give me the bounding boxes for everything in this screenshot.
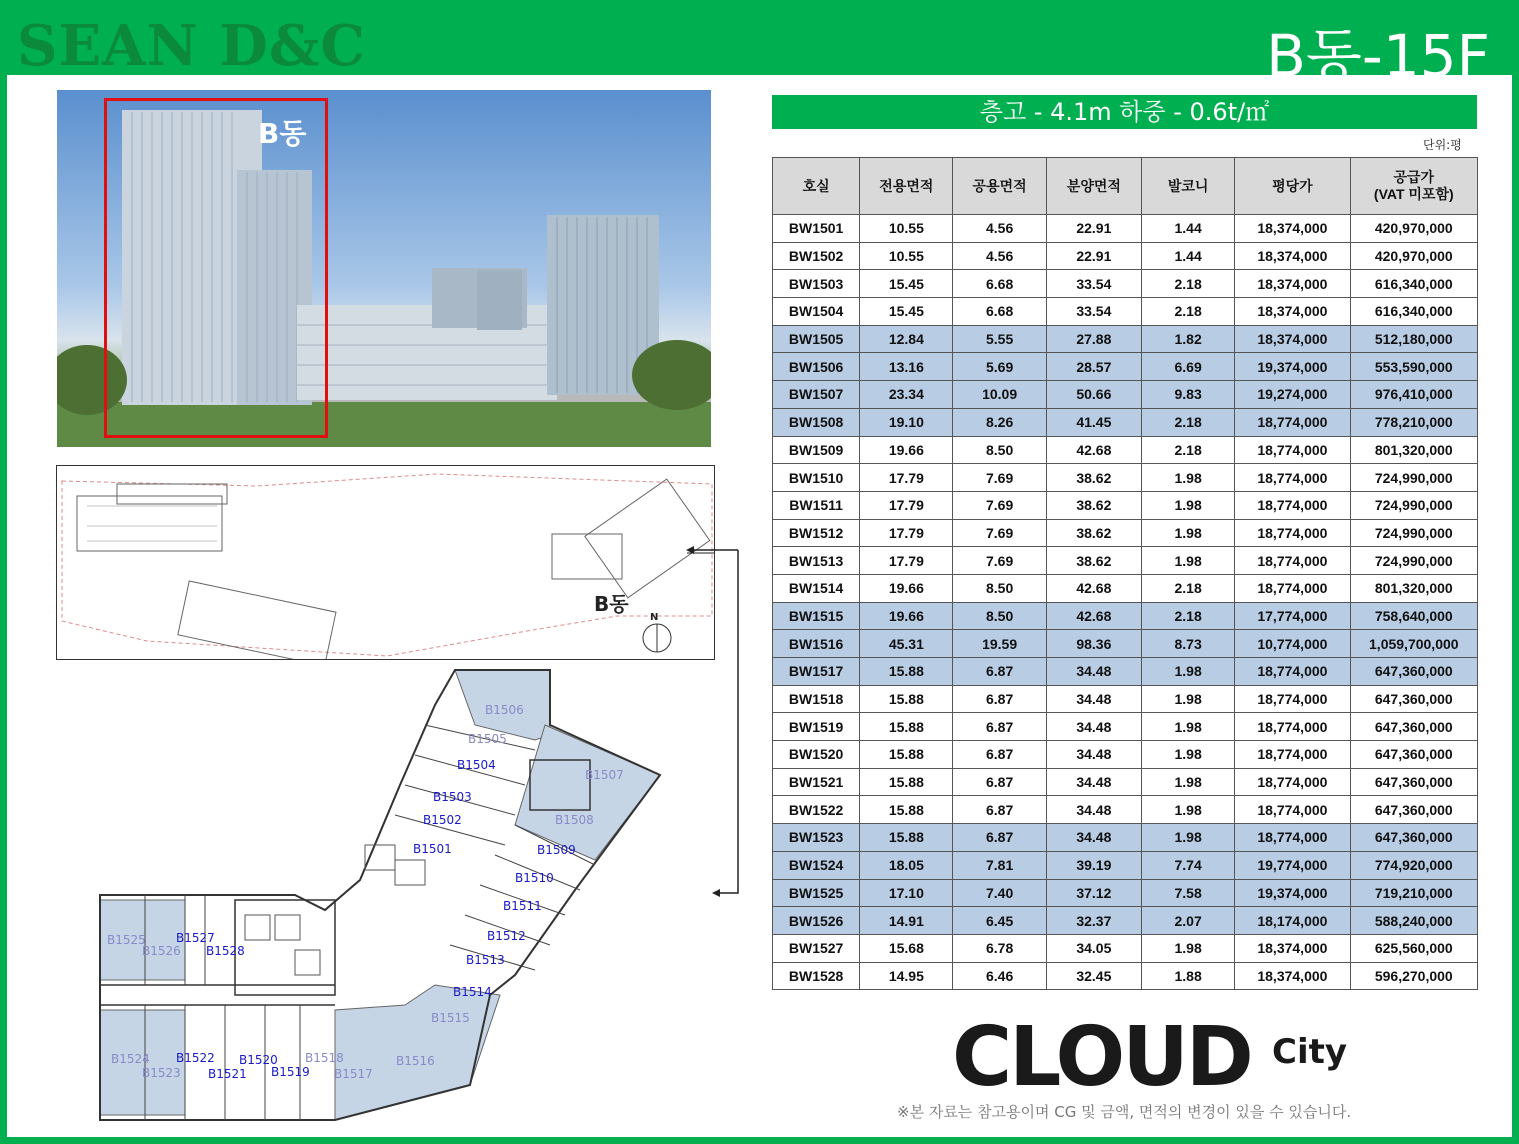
table-cell: 8.50 xyxy=(953,574,1046,602)
table-cell: 10.55 xyxy=(860,242,953,270)
table-row xyxy=(773,408,1478,436)
table-cell: 1.98 xyxy=(1142,713,1235,741)
table-row xyxy=(773,851,1478,879)
table-cell: 12.84 xyxy=(860,325,953,353)
table-cell: 18,774,000 xyxy=(1235,685,1350,713)
col-header-exclusive-area: 전용면적 xyxy=(860,158,953,215)
table-cell: 625,560,000 xyxy=(1350,934,1477,962)
table-cell: 7.69 xyxy=(953,464,1046,492)
unit-label: B1526 xyxy=(142,944,181,958)
table-cell: 15.45 xyxy=(860,298,953,326)
table-cell: 647,360,000 xyxy=(1350,741,1477,769)
table-cell: BW1519 xyxy=(773,713,860,741)
table-cell: 1.98 xyxy=(1142,741,1235,769)
table-cell: 1.98 xyxy=(1142,491,1235,519)
table-cell: BW1502 xyxy=(773,242,860,270)
table-cell: BW1516 xyxy=(773,630,860,658)
table-cell: 18.05 xyxy=(860,851,953,879)
table-row xyxy=(773,519,1478,547)
table-cell: 34.48 xyxy=(1046,824,1141,852)
table-cell: 8.26 xyxy=(953,408,1046,436)
table-cell: BW1514 xyxy=(773,574,860,602)
table-cell: 22.91 xyxy=(1046,242,1141,270)
table-row xyxy=(773,796,1478,824)
table-cell: 18,774,000 xyxy=(1235,658,1350,686)
table-cell: 17.79 xyxy=(860,464,953,492)
brand-logo: SEAN D&C xyxy=(17,13,366,79)
table-cell: 1.98 xyxy=(1142,547,1235,575)
table-cell: BW1508 xyxy=(773,408,860,436)
table-cell: 8.50 xyxy=(953,602,1046,630)
table-row xyxy=(773,242,1478,270)
table-cell: 1.82 xyxy=(1142,325,1235,353)
table-cell: 1.98 xyxy=(1142,824,1235,852)
unit-label: B1521 xyxy=(208,1067,247,1081)
table-cell: 17.79 xyxy=(860,519,953,547)
table-cell: BW1509 xyxy=(773,436,860,464)
table-cell: 18,774,000 xyxy=(1235,768,1350,796)
table-row xyxy=(773,547,1478,575)
cloud-city-logo xyxy=(952,1010,1348,1105)
table-row xyxy=(773,824,1478,852)
table-cell: 758,640,000 xyxy=(1350,602,1477,630)
table-cell: 19.59 xyxy=(953,630,1046,658)
unit-label: B1505 xyxy=(468,732,507,746)
table-row xyxy=(773,934,1478,962)
supply-price-label: 공급가 xyxy=(1393,169,1435,185)
table-row xyxy=(773,685,1478,713)
table-row xyxy=(773,325,1478,353)
table-cell: 42.68 xyxy=(1046,436,1141,464)
table-cell: 18,374,000 xyxy=(1235,298,1350,326)
table-row xyxy=(773,491,1478,519)
table-cell: 1.98 xyxy=(1142,768,1235,796)
table-cell: 18,774,000 xyxy=(1235,713,1350,741)
disclaimer: ※본 자료는 참고용이며 CG 및 금액, 면적의 변경이 있을 수 있습니다. xyxy=(897,1103,1352,1121)
table-cell: 1.98 xyxy=(1142,685,1235,713)
table-cell: 18,374,000 xyxy=(1235,215,1350,243)
table-row xyxy=(773,215,1478,243)
site-plan xyxy=(56,465,715,660)
unit-label: B1519 xyxy=(271,1065,310,1079)
table-body xyxy=(773,215,1478,990)
table-cell: 19.10 xyxy=(860,408,953,436)
table-cell: BW1521 xyxy=(773,768,860,796)
table-cell: 18,774,000 xyxy=(1235,547,1350,575)
floor-title: B동-15F xyxy=(1266,22,1490,90)
table-cell: 801,320,000 xyxy=(1350,436,1477,464)
table-cell: 15.88 xyxy=(860,713,953,741)
table-cell: 6.87 xyxy=(953,713,1046,741)
table-cell: 647,360,000 xyxy=(1350,796,1477,824)
unit-label: B1520 xyxy=(239,1053,278,1067)
logo-main-text: CLOUD xyxy=(952,1010,1251,1105)
table-cell: 724,990,000 xyxy=(1350,547,1477,575)
table-cell: 18,374,000 xyxy=(1235,270,1350,298)
table-cell: 19,274,000 xyxy=(1235,381,1350,409)
table-cell: 6.46 xyxy=(953,962,1046,990)
table-cell: BW1528 xyxy=(773,962,860,990)
table-cell: 15.45 xyxy=(860,270,953,298)
table-cell: 7.40 xyxy=(953,879,1046,907)
table-cell: 27.88 xyxy=(1046,325,1141,353)
table-cell: 2.18 xyxy=(1142,436,1235,464)
table-row xyxy=(773,574,1478,602)
table-cell: 34.48 xyxy=(1046,796,1141,824)
table-cell: BW1527 xyxy=(773,934,860,962)
table-cell: 1.98 xyxy=(1142,519,1235,547)
table-cell: 6.68 xyxy=(953,270,1046,298)
table-cell: BW1503 xyxy=(773,270,860,298)
table-cell: 42.68 xyxy=(1046,602,1141,630)
table-cell: 34.48 xyxy=(1046,658,1141,686)
unit-label: B1518 xyxy=(305,1051,344,1065)
unit-label: B1507 xyxy=(585,768,624,782)
unit-label: B1512 xyxy=(487,929,526,943)
table-cell: 18,774,000 xyxy=(1235,824,1350,852)
table-cell: BW1510 xyxy=(773,464,860,492)
table-cell: 33.54 xyxy=(1046,270,1141,298)
table-cell: 647,360,000 xyxy=(1350,824,1477,852)
table-cell: 17,774,000 xyxy=(1235,602,1350,630)
table-cell: BW1520 xyxy=(773,741,860,769)
table-cell: 34.48 xyxy=(1046,713,1141,741)
table-cell: 38.62 xyxy=(1046,519,1141,547)
col-header-unit: 호실 xyxy=(773,158,860,215)
table-cell: BW1526 xyxy=(773,907,860,935)
table-row xyxy=(773,658,1478,686)
table-cell: 1.98 xyxy=(1142,934,1235,962)
table-cell: 98.36 xyxy=(1046,630,1141,658)
unit-label: B1511 xyxy=(503,899,542,913)
table-row xyxy=(773,298,1478,326)
table-cell: 18,774,000 xyxy=(1235,574,1350,602)
table-cell: BW1511 xyxy=(773,491,860,519)
table-cell: 45.31 xyxy=(860,630,953,658)
table-cell: 7.74 xyxy=(1142,851,1235,879)
table-cell: 420,970,000 xyxy=(1350,242,1477,270)
table-cell: 6.45 xyxy=(953,907,1046,935)
table-cell: 18,374,000 xyxy=(1235,934,1350,962)
unit-label: B1502 xyxy=(423,813,462,827)
table-cell: 15.88 xyxy=(860,824,953,852)
table-cell: 23.34 xyxy=(860,381,953,409)
table-cell: 37.12 xyxy=(1046,879,1141,907)
table-row xyxy=(773,713,1478,741)
table-cell: 18,374,000 xyxy=(1235,242,1350,270)
table-cell: 724,990,000 xyxy=(1350,519,1477,547)
logo-sub-text: City xyxy=(1272,1032,1348,1072)
table-cell: BW1517 xyxy=(773,658,860,686)
units-table xyxy=(772,157,1478,990)
table-cell: 19.66 xyxy=(860,602,953,630)
col-header-common-area: 공용면적 xyxy=(953,158,1046,215)
unit-label: B1510 xyxy=(515,871,554,885)
table-cell: 6.87 xyxy=(953,741,1046,769)
table-cell: 19,374,000 xyxy=(1235,879,1350,907)
table-cell: BW1506 xyxy=(773,353,860,381)
floor-plan xyxy=(95,665,665,1125)
table-cell: 9.83 xyxy=(1142,381,1235,409)
table-cell: 6.78 xyxy=(953,934,1046,962)
table-cell: 13.16 xyxy=(860,353,953,381)
table-row xyxy=(773,879,1478,907)
table-cell: 1.44 xyxy=(1142,242,1235,270)
col-header-sale-area: 분양면적 xyxy=(1046,158,1141,215)
table-cell: 15.88 xyxy=(860,768,953,796)
table-row xyxy=(773,630,1478,658)
table-cell: 15.88 xyxy=(860,796,953,824)
north-arrow-label: N xyxy=(650,612,659,623)
table-cell: 18,774,000 xyxy=(1235,436,1350,464)
table-cell: 2.18 xyxy=(1142,574,1235,602)
table-cell: 18,174,000 xyxy=(1235,907,1350,935)
table-cell: 778,210,000 xyxy=(1350,408,1477,436)
unit-label: B1517 xyxy=(334,1067,373,1081)
table-cell: 647,360,000 xyxy=(1350,658,1477,686)
table-cell: 17.10 xyxy=(860,879,953,907)
table-cell: 18,374,000 xyxy=(1235,962,1350,990)
col-header-supply-price xyxy=(1350,158,1477,215)
table-cell: 6.87 xyxy=(953,658,1046,686)
table-cell: 5.55 xyxy=(953,325,1046,353)
table-cell: 1.44 xyxy=(1142,215,1235,243)
table-cell: 33.54 xyxy=(1046,298,1141,326)
table-cell: 10,774,000 xyxy=(1235,630,1350,658)
table-cell: 512,180,000 xyxy=(1350,325,1477,353)
col-header-balcony: 발코니 xyxy=(1142,158,1235,215)
table-cell: 19,374,000 xyxy=(1235,353,1350,381)
table-cell: 50.66 xyxy=(1046,381,1141,409)
unit-note: 단위:평 xyxy=(1423,138,1462,152)
vat-note-label: (VAT 미포함) xyxy=(1373,186,1454,202)
table-cell: 32.45 xyxy=(1046,962,1141,990)
table-cell: 17.79 xyxy=(860,547,953,575)
table-cell: 4.56 xyxy=(953,215,1046,243)
table-cell: 647,360,000 xyxy=(1350,768,1477,796)
table-cell: 1,059,700,000 xyxy=(1350,630,1477,658)
table-cell: 15.68 xyxy=(860,934,953,962)
floor-specs-bar: 층고 - 4.1m 하중 - 0.6t/㎡ xyxy=(772,95,1477,129)
table-cell: BW1525 xyxy=(773,879,860,907)
table-cell: 38.62 xyxy=(1046,464,1141,492)
table-cell: 7.58 xyxy=(1142,879,1235,907)
table-row xyxy=(773,907,1478,935)
table-cell: 39.19 xyxy=(1046,851,1141,879)
table-cell: 7.69 xyxy=(953,519,1046,547)
table-cell: 553,590,000 xyxy=(1350,353,1477,381)
table-cell: 1.88 xyxy=(1142,962,1235,990)
unit-label: B1508 xyxy=(555,813,594,827)
table-cell: 38.62 xyxy=(1046,547,1141,575)
unit-label: B1515 xyxy=(431,1011,470,1025)
table-cell: BW1504 xyxy=(773,298,860,326)
header-bar xyxy=(7,7,1512,90)
table-cell: 8.50 xyxy=(953,436,1046,464)
table-cell: 6.87 xyxy=(953,796,1046,824)
table-cell: 19,774,000 xyxy=(1235,851,1350,879)
table-cell: BW1524 xyxy=(773,851,860,879)
table-cell: 724,990,000 xyxy=(1350,464,1477,492)
table-cell: 34.48 xyxy=(1046,768,1141,796)
table-cell: 588,240,000 xyxy=(1350,907,1477,935)
unit-label: B1503 xyxy=(433,790,472,804)
table-cell: BW1512 xyxy=(773,519,860,547)
table-cell: 18,774,000 xyxy=(1235,796,1350,824)
table-cell: 774,920,000 xyxy=(1350,851,1477,879)
table-row xyxy=(773,768,1478,796)
siteplan-building-label: B동 xyxy=(594,592,629,616)
table-cell: 34.05 xyxy=(1046,934,1141,962)
unit-label: B1513 xyxy=(466,953,505,967)
table-cell: 7.69 xyxy=(953,547,1046,575)
table-cell: 801,320,000 xyxy=(1350,574,1477,602)
table-cell: 1.98 xyxy=(1142,464,1235,492)
table-cell: 15.88 xyxy=(860,741,953,769)
table-cell: 15.88 xyxy=(860,658,953,686)
table-cell: 18,774,000 xyxy=(1235,408,1350,436)
table-cell: 7.69 xyxy=(953,491,1046,519)
table-cell: 19.66 xyxy=(860,574,953,602)
table-cell: 8.73 xyxy=(1142,630,1235,658)
table-cell: 14.95 xyxy=(860,962,953,990)
table-cell: 647,360,000 xyxy=(1350,685,1477,713)
table-cell: 6.68 xyxy=(953,298,1046,326)
table-cell: BW1501 xyxy=(773,215,860,243)
table-cell: BW1522 xyxy=(773,796,860,824)
unit-label: B1527 xyxy=(176,931,215,945)
table-cell: 1.98 xyxy=(1142,658,1235,686)
table-cell: 18,774,000 xyxy=(1235,741,1350,769)
table-cell: 32.37 xyxy=(1046,907,1141,935)
table-cell: BW1505 xyxy=(773,325,860,353)
table-cell: 976,410,000 xyxy=(1350,381,1477,409)
unit-label: B1514 xyxy=(453,985,492,999)
table-cell: 2.18 xyxy=(1142,298,1235,326)
table-cell: 1.98 xyxy=(1142,796,1235,824)
unit-label: B1516 xyxy=(396,1054,435,1068)
table-cell: 10.55 xyxy=(860,215,953,243)
table-cell: 18,774,000 xyxy=(1235,464,1350,492)
table-header-row xyxy=(773,158,1478,215)
table-row xyxy=(773,381,1478,409)
table-cell: 18,374,000 xyxy=(1235,325,1350,353)
unit-label: B1501 xyxy=(413,842,452,856)
table-row xyxy=(773,270,1478,298)
table-cell: 2.18 xyxy=(1142,408,1235,436)
table-row xyxy=(773,962,1478,990)
table-cell: 38.62 xyxy=(1046,491,1141,519)
unit-label: B1504 xyxy=(457,758,496,772)
table-cell: 719,210,000 xyxy=(1350,879,1477,907)
table-cell: 28.57 xyxy=(1046,353,1141,381)
table-cell: 724,990,000 xyxy=(1350,491,1477,519)
table-cell: 2.18 xyxy=(1142,270,1235,298)
table-cell: 34.48 xyxy=(1046,741,1141,769)
table-row xyxy=(773,464,1478,492)
table-cell: BW1518 xyxy=(773,685,860,713)
unit-label: B1528 xyxy=(206,944,245,958)
col-header-price-per-pyeong: 평당가 xyxy=(1235,158,1350,215)
unit-label: B1506 xyxy=(485,703,524,717)
table-cell: 5.69 xyxy=(953,353,1046,381)
rendering-building-label: B동 xyxy=(258,117,307,150)
table-cell: 2.18 xyxy=(1142,602,1235,630)
table-cell: 6.69 xyxy=(1142,353,1235,381)
table-cell: 6.87 xyxy=(953,685,1046,713)
table-cell: 420,970,000 xyxy=(1350,215,1477,243)
table-cell: BW1515 xyxy=(773,602,860,630)
table-cell: 6.87 xyxy=(953,824,1046,852)
table-cell: BW1523 xyxy=(773,824,860,852)
unit-label: B1525 xyxy=(107,933,146,947)
table-cell: 19.66 xyxy=(860,436,953,464)
table-cell: 18,774,000 xyxy=(1235,491,1350,519)
unit-label: B1523 xyxy=(142,1066,181,1080)
table-cell: 6.87 xyxy=(953,768,1046,796)
table-cell: 17.79 xyxy=(860,491,953,519)
table-cell: 42.68 xyxy=(1046,574,1141,602)
table-cell: BW1507 xyxy=(773,381,860,409)
table-cell: 14.91 xyxy=(860,907,953,935)
table-cell: 34.48 xyxy=(1046,685,1141,713)
table-cell: 41.45 xyxy=(1046,408,1141,436)
table-cell: BW1513 xyxy=(773,547,860,575)
table-cell: 616,340,000 xyxy=(1350,270,1477,298)
connector-arrow xyxy=(680,545,750,900)
table-cell: 7.81 xyxy=(953,851,1046,879)
table-cell: 18,774,000 xyxy=(1235,519,1350,547)
table-row xyxy=(773,353,1478,381)
table-cell: 596,270,000 xyxy=(1350,962,1477,990)
table-cell: 22.91 xyxy=(1046,215,1141,243)
unit-label: B1524 xyxy=(111,1052,150,1066)
table-row xyxy=(773,602,1478,630)
table-cell: 15.88 xyxy=(860,685,953,713)
table-cell: 4.56 xyxy=(953,242,1046,270)
unit-label: B1522 xyxy=(176,1051,215,1065)
unit-label: B1509 xyxy=(537,843,576,857)
table-cell: 647,360,000 xyxy=(1350,713,1477,741)
table-cell: 616,340,000 xyxy=(1350,298,1477,326)
table-cell: 10.09 xyxy=(953,381,1046,409)
table-row xyxy=(773,436,1478,464)
table-row xyxy=(773,741,1478,769)
table-cell: 2.07 xyxy=(1142,907,1235,935)
